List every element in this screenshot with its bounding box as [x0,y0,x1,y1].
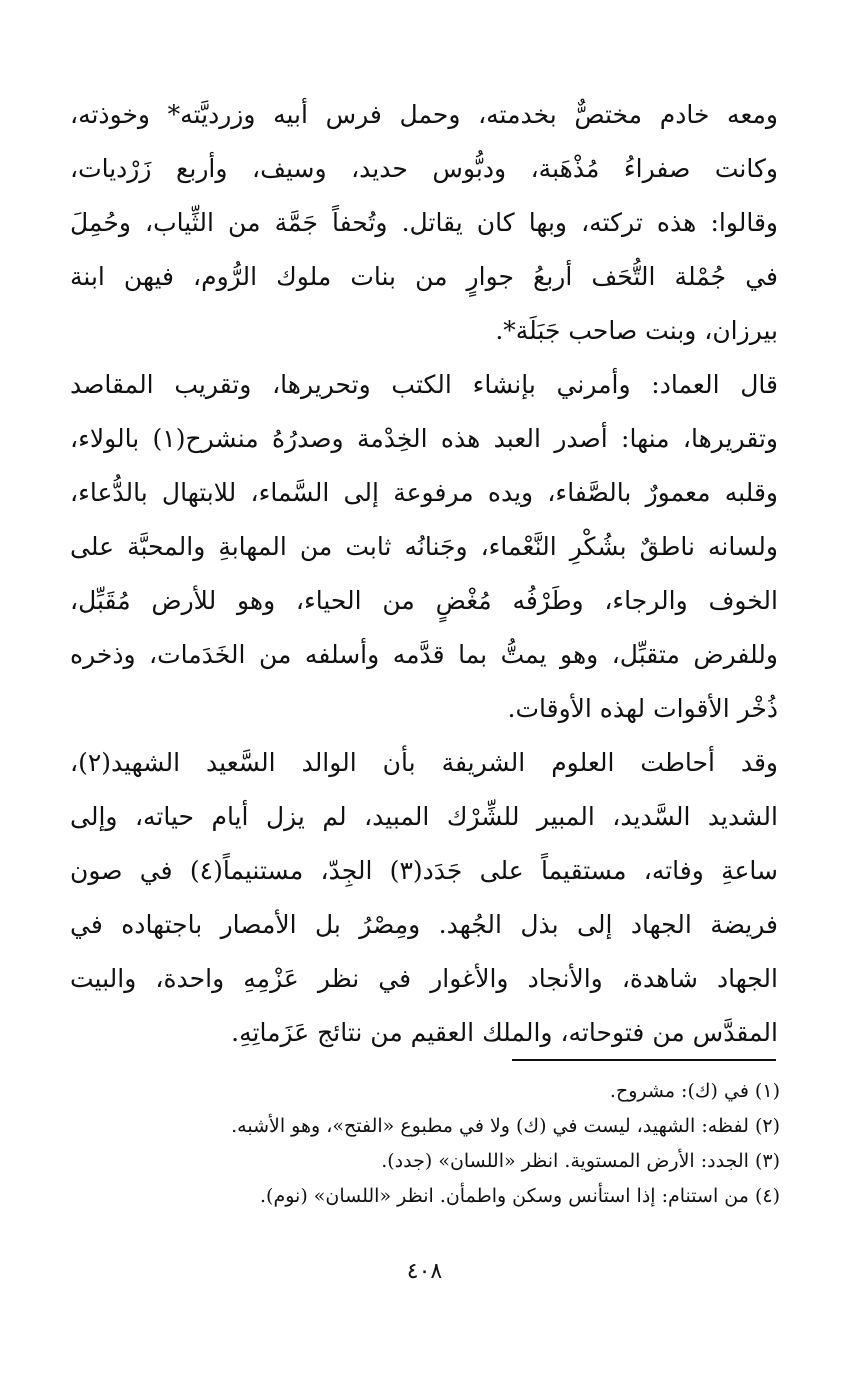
paragraph-3 [70,736,778,1060]
text-line: المقدَّس من فتوحاته، والملك العقيم من نتائج عَزَماتِهِ. [231,1018,778,1047]
text-line: بيرزان، وبنت صاحب جَبَلَة*. [495,316,778,345]
text-line: فريضة الجهاد إلى بذل الجُهد. ومِصْرُ بل الأمصار باجتهاده في [70,910,778,939]
page-number: ٤٠٨ [406,1259,443,1284]
footnote-3: (٣) الجدد: الأرض المستوية. انظر «اللسان» (جدد). [381,1150,780,1172]
text-line: وتقريرها، منها: أصدر العبد هذه الخِدْمة وصدرُهُ منشرح(١) بالولاء، [70,424,778,453]
text-line: الخوف والرجاء، وطَرْفُه مُغْضٍ من الحياء، وهو للأرض مُقَبِّل، [70,586,778,615]
text-line: وقد أحاطت العلوم الشريفة بأن الوالد السَّعيد الشهيد(٢)، [70,748,778,777]
footnote-4: (٤) من استنام: إذا استأنس وسكن واطمأن. انظر «اللسان» (نوم). [260,1185,780,1207]
text-line: قال العماد: وأمرني بإنشاء الكتب وتحريرها، وتقريب المقاصد [70,370,778,399]
paragraph-2 [70,358,778,736]
text-line: ساعةِ وفاته، مستقيماً على جَدَد(٣) الجِدّ، مستنيماً(٤) في صون [70,856,778,885]
text-line: الجهاد شاهدة، والأنجاد والأغوار في نظر عَزْمِهِ واحدة، والبيت [70,964,778,993]
text-line: ذُخْر الأقوات لهذه الأوقات. [507,694,778,723]
main-text [70,88,778,1060]
footnote-2: (٢) لفظه: الشهيد، ليست في (ك) ولا في مطبوع «الفتح»، وهو الأشبه. [231,1115,780,1137]
text-line: ولسانه ناطقٌ بشُكْرِ النَّعْماء، وجَنانُه ثابت من المهابةِ والمحبَّة على [70,532,778,561]
footnote-1: (١) في (ك): مشروح. [609,1080,780,1102]
footnotes [100,1074,780,1214]
paragraph-1 [70,88,778,358]
text-line: الشديد السَّديد، المبير للشِّرْك المبيد، لم يزل أيام حياته، وإلى [70,802,778,831]
text-line: وقلبه معمورٌ بالصَّفاء، ويده مرفوعة إلى السَّماء، للابتهال بالدُّعاء، [70,478,778,507]
text-line: في جُمْلة التُّحَف أربعُ جوارٍ من بنات ملوك الرُّوم، فيهن ابنة [70,262,778,291]
text-line: وقالوا: هذه تركته، وبها كان يقاتل. وتُحفاً جَمَّة من الثِّياب، وحُمِلَ [70,208,778,237]
text-line: وكانت صفراءُ مُذْهَبة، ودبُّوس حديد، وسيف، وأربع زَرْديات، [70,154,778,183]
footnote-separator [512,1059,776,1061]
text-line: وللفرض متقبِّل، وهو يمتُّ بما قدَّمه وأسلفه من الخَدَمات، وذخره [70,640,778,669]
text-line: ومعه خادم مختصٌّ بخدمته، وحمل فرس أبيه وزرديَّته* وخوذته، [70,100,778,129]
